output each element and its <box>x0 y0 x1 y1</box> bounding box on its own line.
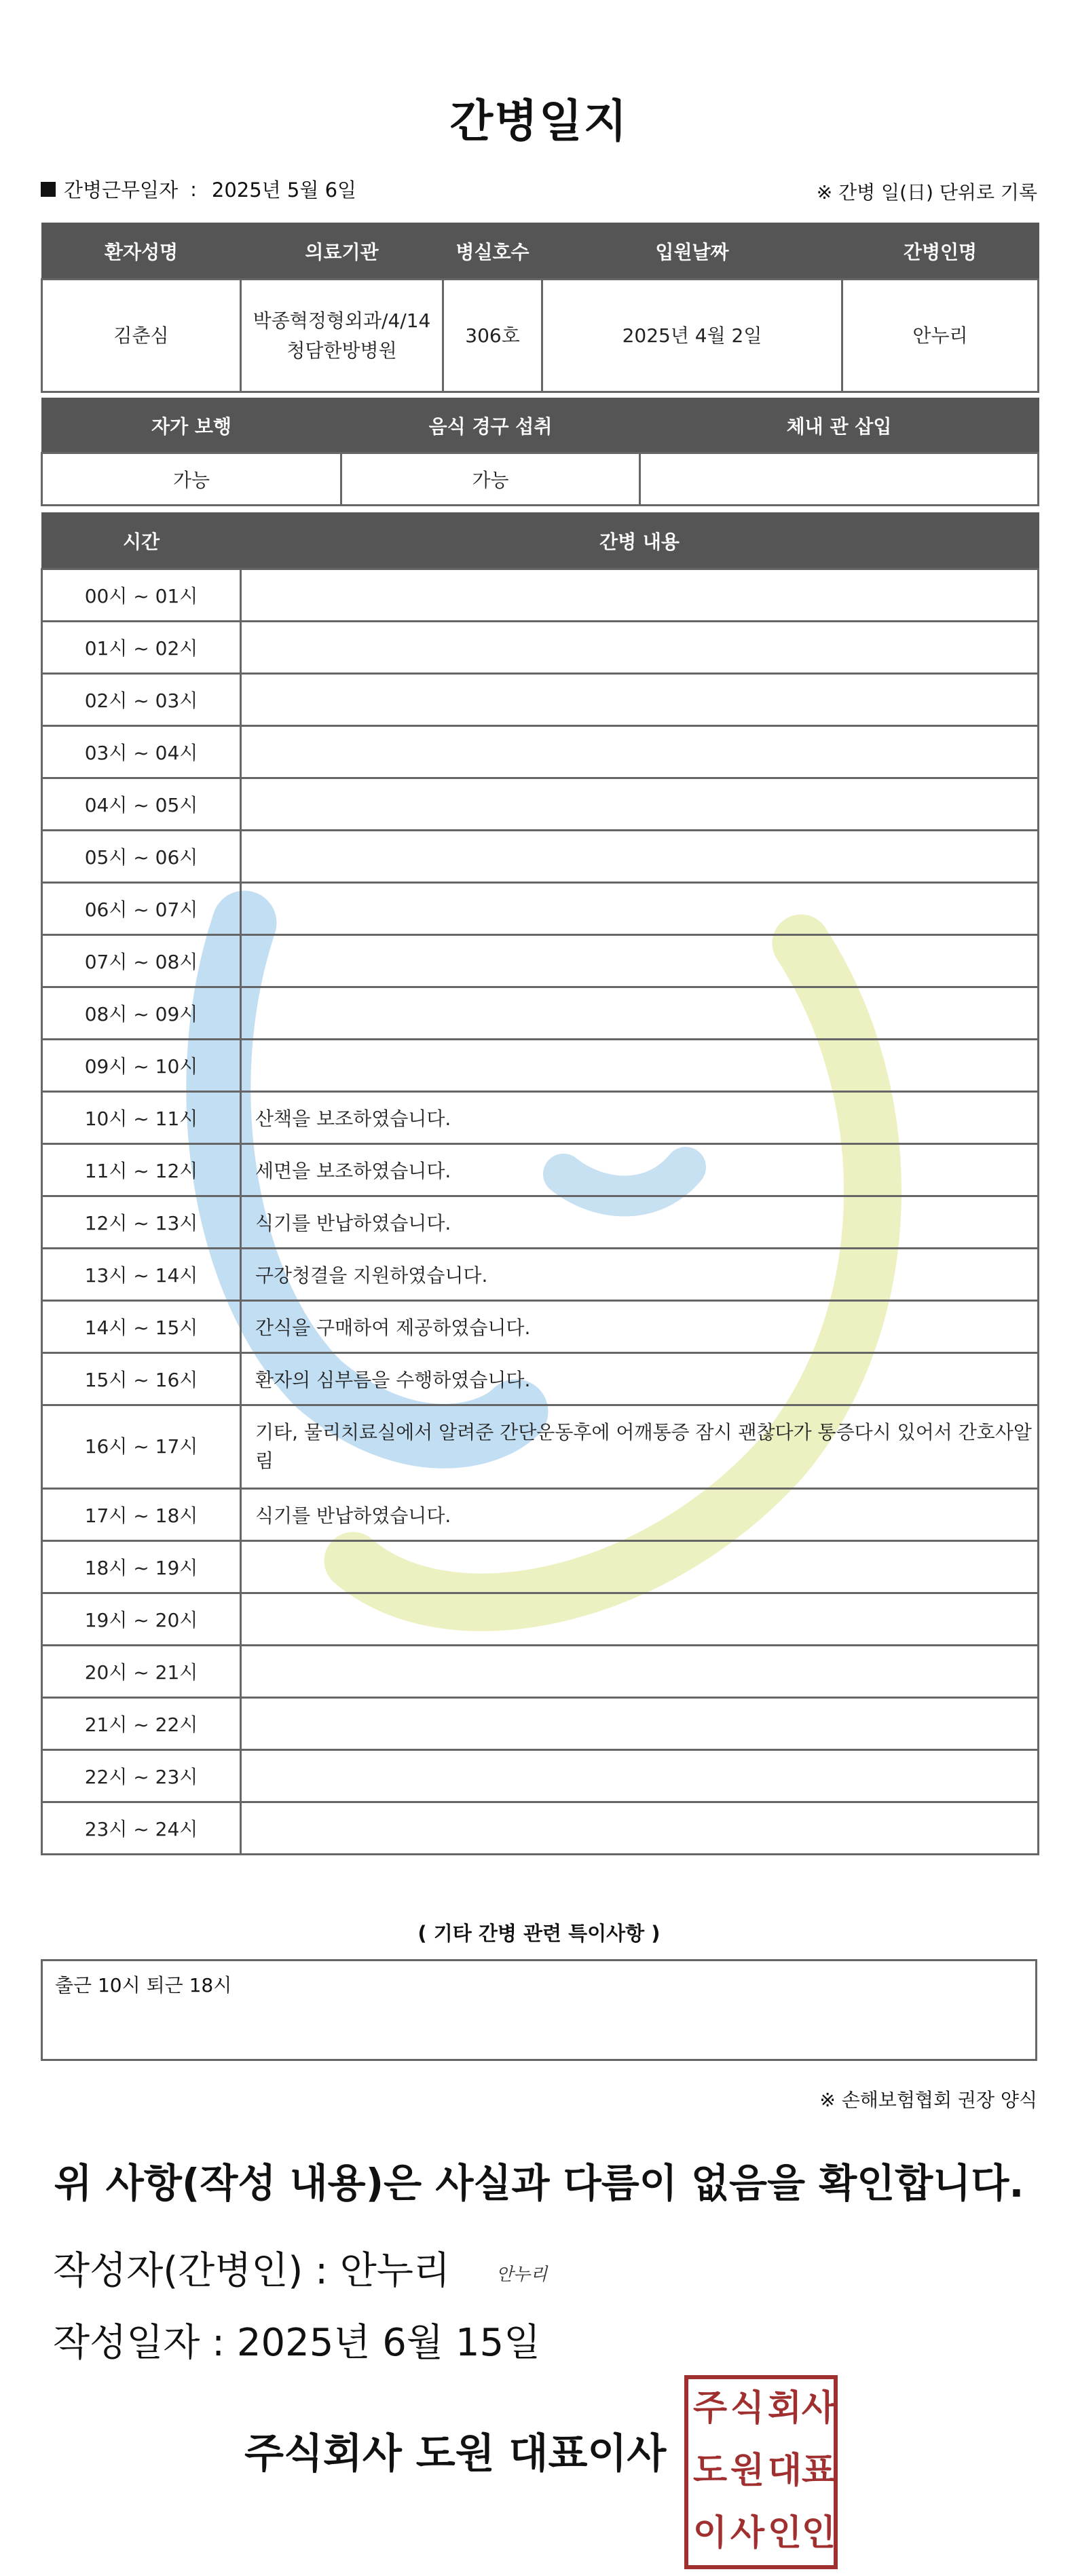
table-row <box>42 831 1039 883</box>
document-title: 간병일지 <box>449 95 629 147</box>
written-date-value: 2025년 6월 15일 <box>236 2321 541 2365</box>
caregiver-header: 간병인명 <box>842 223 1039 280</box>
table-row <box>42 883 1039 935</box>
table-row <box>42 987 1039 1040</box>
time-cell: 03시 ~ 04시 <box>42 726 241 778</box>
time-cell: 02시 ~ 03시 <box>42 674 241 726</box>
patient-info-table <box>41 223 1039 393</box>
work-date-label: 간병근무일자 <box>64 178 179 202</box>
svg-text:주: 주 <box>692 2388 728 2429</box>
time-cell: 18시 ~ 19시 <box>42 1541 241 1593</box>
svg-text:이: 이 <box>692 2513 728 2554</box>
author-name: 안누리 <box>339 2249 451 2293</box>
written-date-label: 작성일자 : <box>53 2321 225 2365</box>
company-seal <box>683 2374 839 2571</box>
time-cell: 05시 ~ 06시 <box>42 831 241 883</box>
author-line <box>53 2241 547 2295</box>
content-cell <box>241 778 1039 831</box>
time-cell: 14시 ~ 15시 <box>42 1301 241 1353</box>
time-cell: 09시 ~ 10시 <box>42 1040 241 1092</box>
table-row <box>42 1144 1039 1196</box>
time-cell: 07시 ~ 08시 <box>42 935 241 987</box>
svg-text:표: 표 <box>801 2450 836 2491</box>
unit-note: ※ 간병 일(日) 단위로 기록 <box>816 181 1037 204</box>
content-cell <box>241 1698 1039 1750</box>
time-cell: 00시 ~ 01시 <box>42 569 241 622</box>
time-cell: 16시 ~ 17시 <box>42 1405 241 1489</box>
time-cell: 10시 ~ 11시 <box>42 1092 241 1144</box>
remarks-box <box>41 1959 1037 2061</box>
table-row <box>42 1541 1039 1593</box>
svg-text:회: 회 <box>767 2388 802 2429</box>
patient-status-table <box>41 398 1039 506</box>
work-date-value: 2025년 5월 6일 <box>211 178 357 202</box>
time-cell: 12시 ~ 13시 <box>42 1196 241 1249</box>
content-cell <box>241 622 1039 674</box>
table-row <box>42 1040 1039 1092</box>
table-row <box>42 935 1039 987</box>
tube-insertion-header: 체내 관 삽입 <box>640 398 1039 453</box>
oral-intake-cell: 가능 <box>341 453 640 506</box>
content-cell: 식기를 반납하였습니다. <box>241 1489 1039 1541</box>
confirmation-statement: 위 사항(작성 내용)은 사실과 다름이 없음을 확인합니다. <box>54 2160 1024 2206</box>
content-cell: 식기를 반납하였습니다. <box>241 1196 1039 1249</box>
admission-date-cell: 2025년 4월 2일 <box>542 280 842 392</box>
author-label: 작성자(간병인) : <box>53 2249 328 2293</box>
table-row <box>42 1353 1039 1405</box>
svg-text:인: 인 <box>801 2513 836 2554</box>
table-row <box>42 1593 1039 1646</box>
admission-date-header: 입원날짜 <box>542 223 842 280</box>
content-cell <box>241 831 1039 883</box>
remarks-title: ( 기타 간병 관련 특이사항 ) <box>417 1922 661 1945</box>
time-cell: 20시 ~ 21시 <box>42 1646 241 1698</box>
table-row <box>42 1750 1039 1802</box>
oral-intake-header: 음식 경구 섭취 <box>341 398 640 453</box>
time-cell: 08시 ~ 09시 <box>42 987 241 1040</box>
table-row <box>42 1196 1039 1249</box>
walking-header: 자가 보행 <box>42 398 341 453</box>
hospital-cell: 박종혁정형외과/4/14청담한방병원 <box>241 280 443 392</box>
content-cell <box>241 883 1039 935</box>
time-cell: 22시 ~ 23시 <box>42 1750 241 1802</box>
room-header: 병실호수 <box>443 223 542 280</box>
content-cell <box>241 1593 1039 1646</box>
time-header: 시간 <box>42 513 241 569</box>
square-bullet-icon <box>41 182 56 197</box>
content-cell <box>241 987 1039 1040</box>
table-row <box>42 726 1039 778</box>
care-log-table <box>41 512 1039 1855</box>
time-cell: 17시 ~ 18시 <box>42 1489 241 1541</box>
caregiver-cell: 안누리 <box>842 280 1039 392</box>
time-cell: 19시 ~ 20시 <box>42 1593 241 1646</box>
content-cell: 구강청결을 지원하였습니다. <box>241 1249 1039 1301</box>
time-cell: 06시 ~ 07시 <box>42 883 241 935</box>
svg-text:인: 인 <box>767 2513 802 2554</box>
content-cell: 환자의 심부름을 수행하였습니다. <box>241 1353 1039 1405</box>
table-row <box>42 569 1039 622</box>
table-row <box>42 1802 1039 1855</box>
content-cell: 산책을 보조하였습니다. <box>241 1092 1039 1144</box>
content-cell: 세면을 보조하였습니다. <box>241 1144 1039 1196</box>
content-cell <box>241 1646 1039 1698</box>
walking-cell: 가능 <box>42 453 341 506</box>
time-cell: 15시 ~ 16시 <box>42 1353 241 1405</box>
patient-name-cell: 김춘심 <box>42 280 241 392</box>
content-cell <box>241 1750 1039 1802</box>
table-row <box>42 1405 1039 1489</box>
time-cell: 23시 ~ 24시 <box>42 1802 241 1855</box>
work-date-row <box>41 175 356 203</box>
table-row <box>42 1646 1039 1698</box>
time-cell: 21시 ~ 22시 <box>42 1698 241 1750</box>
table-row <box>42 1249 1039 1301</box>
remarks-text: 출근 10시 퇴근 18시 <box>55 1974 232 1996</box>
svg-text:식: 식 <box>730 2388 765 2429</box>
svg-text:대: 대 <box>767 2450 802 2491</box>
content-cell <box>241 1802 1039 1855</box>
patient-name-header: 환자성명 <box>42 223 241 280</box>
time-cell: 11시 ~ 12시 <box>42 1144 241 1196</box>
content-cell: 기타, 물리치료실에서 알려준 간단운동후에 어깨통증 잠시 괜찮다가 통증다시 있어서 간호사알림 <box>241 1405 1039 1489</box>
table-row <box>42 1489 1039 1541</box>
content-cell <box>241 674 1039 726</box>
recommend-note: ※ 손해보험협회 권장 양식 <box>819 2089 1037 2111</box>
content-cell: 간식을 구매하여 제공하였습니다. <box>241 1301 1039 1353</box>
work-date-separator: : <box>190 177 197 201</box>
svg-text:원: 원 <box>730 2450 765 2491</box>
tube-insertion-cell <box>640 453 1039 506</box>
content-cell <box>241 569 1039 622</box>
svg-text:도: 도 <box>692 2450 728 2491</box>
content-cell <box>241 1040 1039 1092</box>
author-signature: 안누리 <box>496 2265 548 2286</box>
care-content-header: 간병 내용 <box>241 513 1039 569</box>
hospital-header: 의료기관 <box>241 223 443 280</box>
table-row <box>42 674 1039 726</box>
content-cell <box>241 935 1039 987</box>
content-cell <box>241 726 1039 778</box>
time-cell: 13시 ~ 14시 <box>42 1249 241 1301</box>
time-cell: 01시 ~ 02시 <box>42 622 241 674</box>
time-cell: 04시 ~ 05시 <box>42 778 241 831</box>
table-row <box>42 622 1039 674</box>
svg-text:사: 사 <box>801 2388 836 2429</box>
written-date-line <box>53 2313 540 2367</box>
table-row <box>42 1092 1039 1144</box>
table-row <box>42 778 1039 831</box>
table-row <box>42 1301 1039 1353</box>
svg-text:사: 사 <box>730 2513 765 2554</box>
company-representative: 주식회사 도원 대표이사 <box>244 2430 667 2478</box>
room-cell: 306호 <box>443 280 542 392</box>
table-row <box>42 1698 1039 1750</box>
content-cell <box>241 1541 1039 1593</box>
